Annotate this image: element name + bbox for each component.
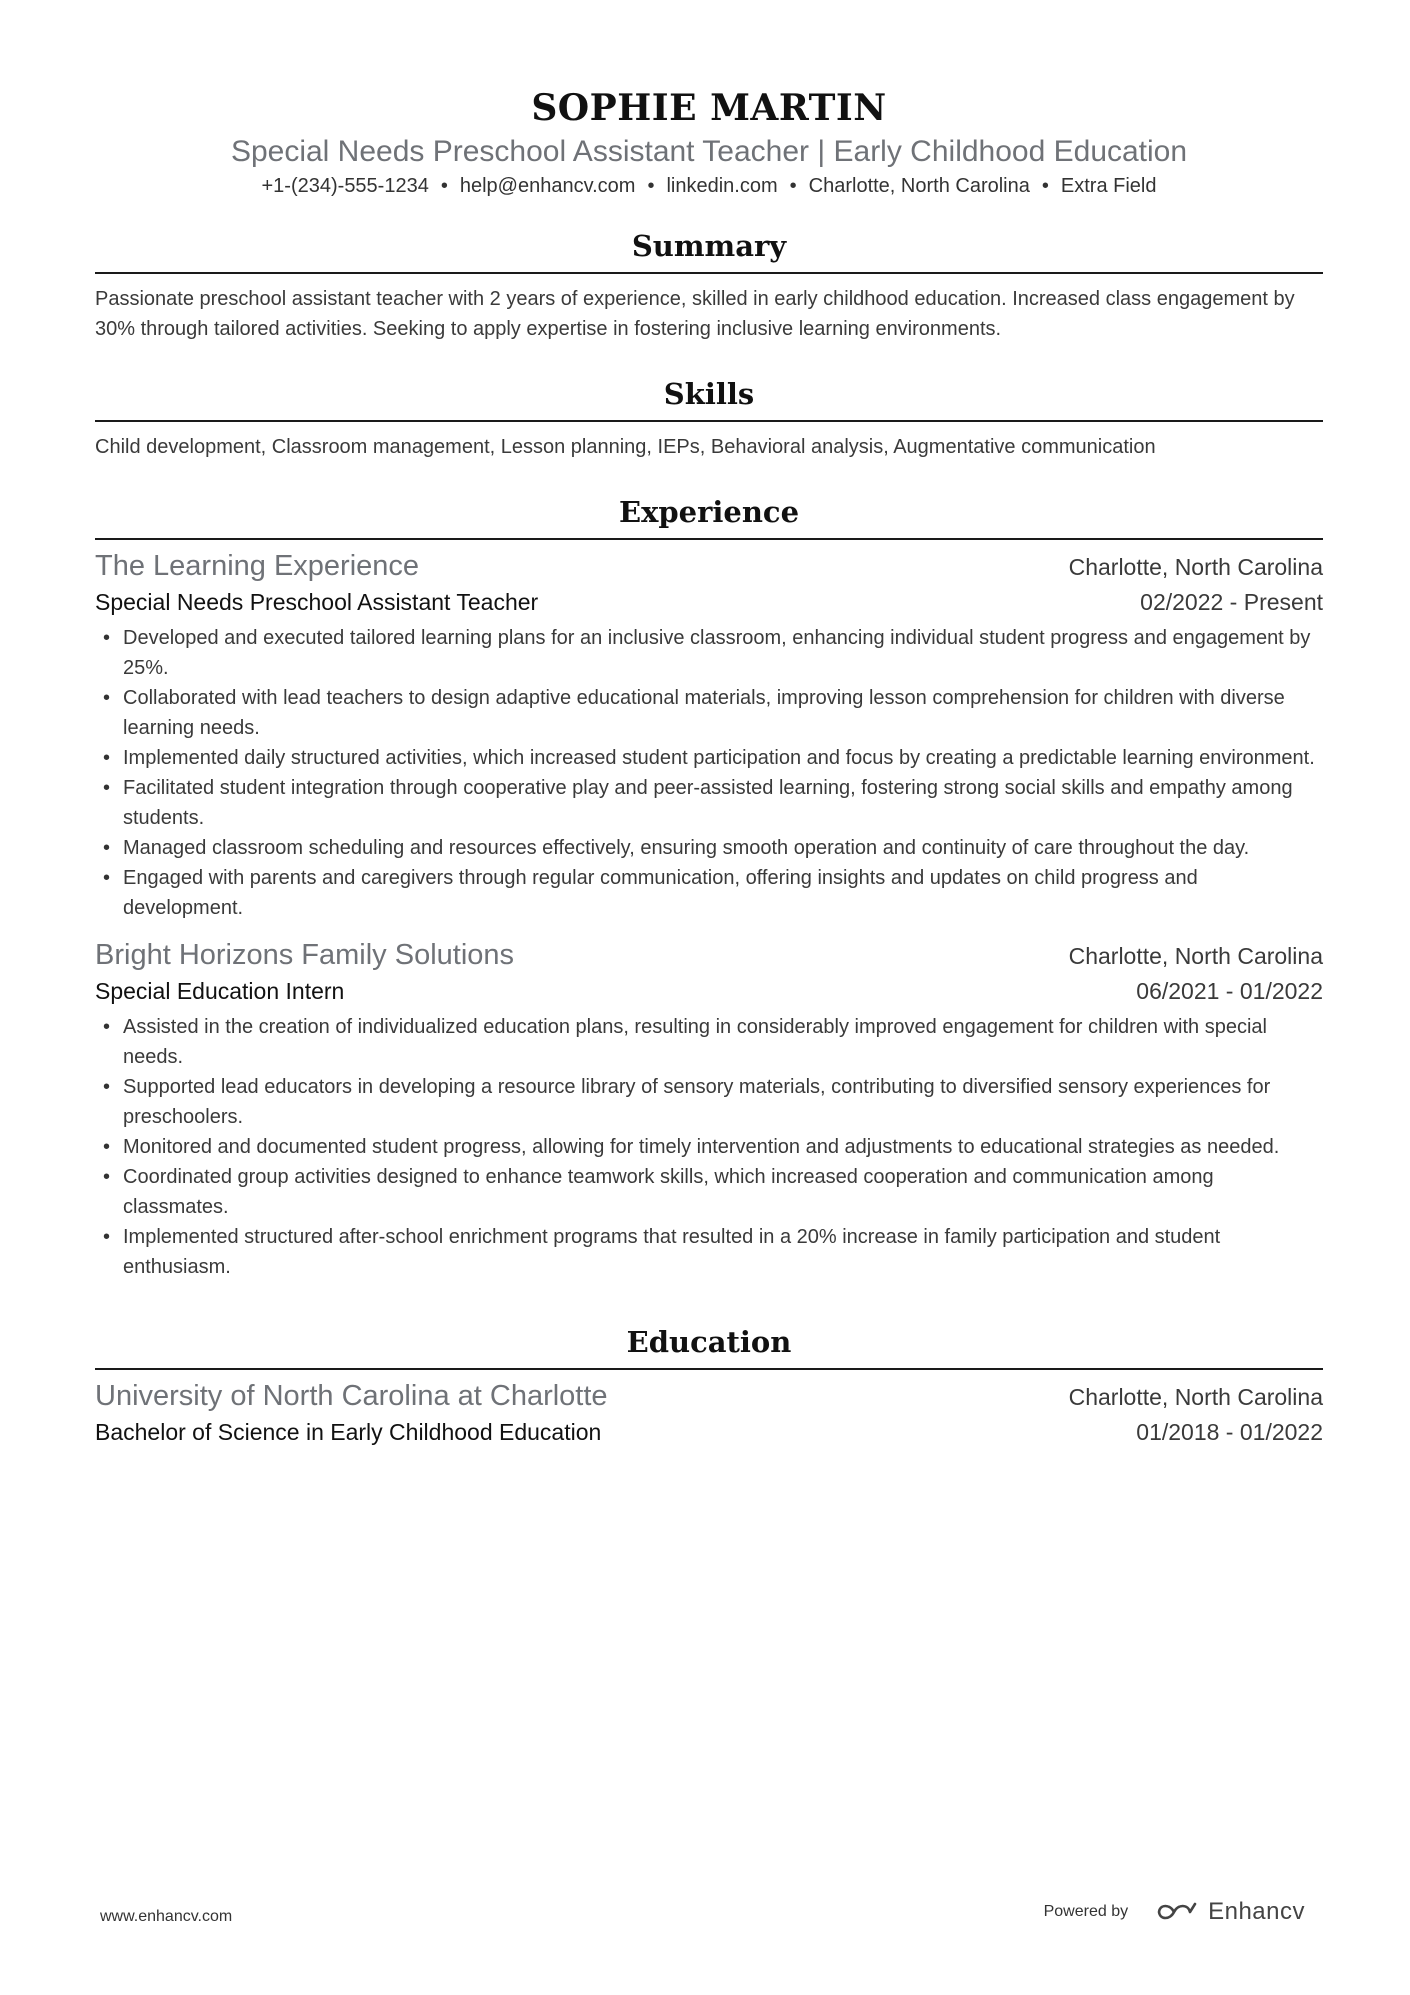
bullet-dot: • [103,1226,111,1248]
entry-location: Charlotte, North Carolina [1068,1384,1323,1410]
bullet-list [95,623,1323,923]
entry-dates: 01/2018 - 01/2022 [1136,1419,1323,1445]
bullet-dot: • [103,1136,111,1158]
bullet-dot: • [103,777,111,799]
list-item [95,1072,1323,1132]
enhancv-logo-icon [1154,1900,1200,1924]
entry-subheader [95,974,1323,1008]
bullet-text: Collaborated with lead teachers to design adaptive educational materials, improving lesson comprehension for children with diverse learning needs. [123,687,1285,739]
experience-section [95,492,1323,1282]
list-item [95,773,1323,833]
school-name: University of North Carolina at Charlotte [95,1380,608,1412]
experience-entry [95,937,1323,1282]
experience-entry [95,548,1323,923]
bullet-text: Monitored and documented student progress, allowing for timely intervention and adjustments to educational strategies as needed. [123,1136,1280,1158]
list-item [95,1012,1323,1072]
summary-section [95,226,1323,344]
list-item [95,623,1323,683]
list-item [95,1162,1323,1222]
bullet-text: Facilitated student integration through cooperative play and peer-assisted learning, fostering strong social skills and empathy among students. [123,777,1293,829]
list-item [95,683,1323,743]
candidate-title: Special Needs Preschool Assistant Teacher | Early Childhood Education [230,135,1188,168]
bullet-text: Implemented structured after-school enrichment programs that resulted in a 20% increase in family participation and student enthusiasm. [123,1226,1221,1278]
contact-extra-field: Extra Field [1060,175,1157,197]
job-role: Special Needs Preschool Assistant Teacher [95,589,539,615]
bullet-dot: • [103,687,111,709]
entry-dates: 02/2022 - Present [1140,589,1323,615]
job-role: Special Education Intern [95,978,345,1004]
summary-heading: Summary [631,229,787,263]
entry-header [95,1378,1323,1415]
separator-dot: • [1041,175,1049,197]
separator-dot: • [789,175,797,197]
skills-heading: Skills [663,377,755,411]
entry-dates: 06/2021 - 01/2022 [1136,978,1323,1004]
contact-email[interactable]: help@enhancv.com [459,175,636,197]
bullet-text: Supported lead educators in developing a resource library of sensory materials, contributing to diversified sensory experiences for preschoolers. [123,1076,1271,1128]
education-heading: Education [626,1325,792,1359]
entry-subheader [95,585,1323,619]
bullet-text: Coordinated group activities designed to enhance teamwork skills, which increased cooperation and communication among classmates. [123,1166,1214,1218]
enhancv-brand: Enhancv [1208,1898,1305,1925]
list-item [95,863,1323,923]
bullet-dot: • [103,747,111,769]
bullet-text: Managed classroom scheduling and resources effectively, ensuring smooth operation and continuity of care throughout the day. [123,837,1250,859]
skills-text: Child development, Classroom management, Lesson planning, IEPs, Behavioral analysis, Augmentative communication [95,436,1156,458]
powered-by-label: Powered by [1043,1903,1129,1920]
footer-powered-by[interactable] [1044,1898,1305,1926]
contact-location: Charlotte, North Carolina [808,175,1030,197]
section-divider [95,1368,1323,1370]
resume-page [95,0,1323,1449]
list-item [95,1132,1323,1162]
separator-dot: • [647,175,655,197]
bullet-dot: • [103,1016,111,1038]
bullet-text: Engaged with parents and caregivers through regular communication, offering insights and updates on child progress and development. [123,867,1198,919]
section-divider [95,538,1323,540]
section-divider [95,272,1323,274]
candidate-name: SOPHIE MARTIN [531,87,887,129]
entry-location: Charlotte, North Carolina [1068,943,1323,969]
bullet-text: Assisted in the creation of individualized education plans, resulting in considerably improved engagement for children with special needs. [123,1016,1267,1068]
contact-linkedin[interactable]: linkedin.com [666,175,778,197]
list-item [95,1222,1323,1282]
section-divider [95,420,1323,422]
entry-location: Charlotte, North Carolina [1068,554,1323,580]
bullet-dot: • [103,1166,111,1188]
summary-text: Passionate preschool assistant teacher with 2 years of experience, skilled in early childhood education. Increased class engagement by 30% through tailored activities. Seeking to apply expertise in fostering inclusive learning environments. [95,288,1295,340]
company-name: The Learning Experience [95,550,420,582]
experience-heading: Experience [618,495,800,529]
entry-header [95,937,1323,974]
bullet-dot: • [103,867,111,889]
degree-name: Bachelor of Science in Early Childhood Education [95,1419,602,1445]
entry-subheader [95,1415,1323,1449]
company-name: Bright Horizons Family Solutions [95,939,515,971]
contact-phone: +1-(234)-555-1234 [261,175,429,197]
list-item [95,833,1323,863]
footer-website[interactable]: www.enhancv.com [100,1908,233,1925]
list-item [95,743,1323,773]
bullet-dot: • [103,837,111,859]
separator-dot: • [440,175,448,197]
education-section [95,1322,1323,1449]
bullet-dot: • [103,1076,111,1098]
education-entry [95,1378,1323,1449]
bullet-dot: • [103,627,111,649]
skills-section [95,374,1323,462]
bullet-list [95,1012,1323,1282]
bullet-text: Developed and executed tailored learning plans for an inclusive classroom, enhancing individual student progress and engagement by 25%. [123,627,1311,679]
entry-header [95,548,1323,585]
contact-line [95,172,1323,200]
bullet-text: Implemented daily structured activities, which increased student participation and focus by creating a predictable learning environment. [123,747,1315,769]
resume-header [95,0,1323,200]
